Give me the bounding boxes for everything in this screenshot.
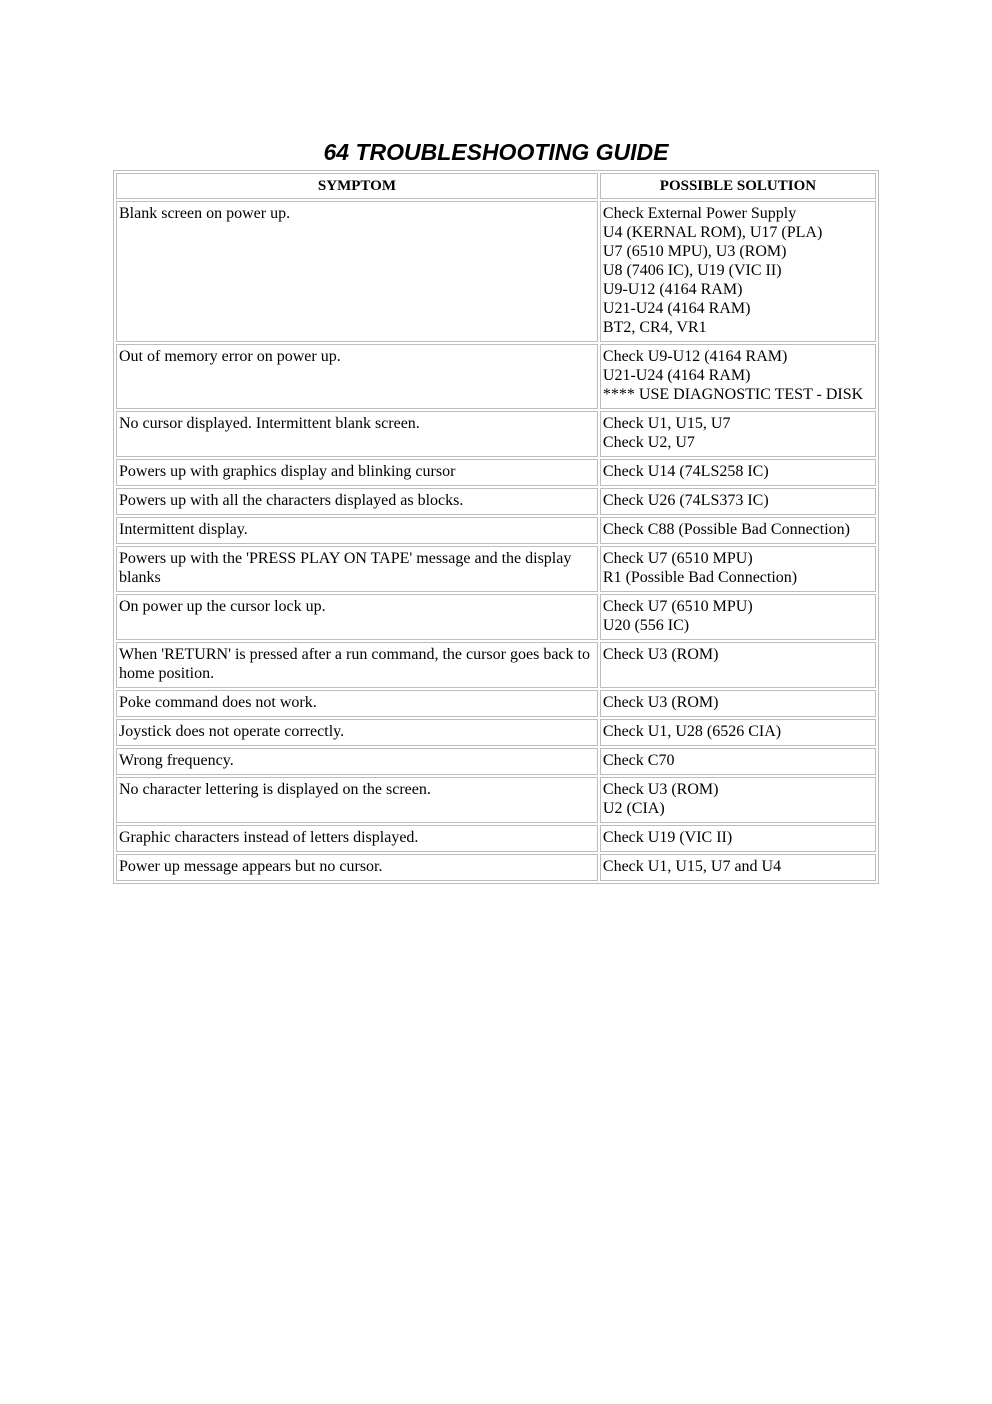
- symptom-cell: Out of memory error on power up.: [116, 344, 598, 409]
- symptom-cell: Wrong frequency.: [116, 748, 598, 775]
- symptom-cell: Powers up with graphics display and blinking cursor: [116, 459, 598, 486]
- solution-line: Check U3 (ROM): [602, 646, 719, 663]
- solution-line: Check U7 (6510 MPU): [602, 550, 753, 567]
- solution-cell: [600, 594, 876, 640]
- table-row: [116, 201, 876, 342]
- symptom-cell: No cursor displayed. Intermittent blank screen.: [116, 411, 598, 457]
- solution-cell: [600, 411, 876, 457]
- solution-cell: [600, 459, 876, 486]
- solution-line: Check U1, U15, U7: [602, 415, 731, 432]
- solution-line: U20 (556 IC): [602, 617, 690, 634]
- symptom-cell: When 'RETURN' is pressed after a run command, the cursor goes back to home position.: [116, 642, 598, 688]
- solution-line: Check U1, U28 (6526 CIA): [602, 723, 782, 740]
- solution-cell: [600, 825, 876, 852]
- solution-line: Check U2, U7: [602, 434, 695, 451]
- table-row: [116, 825, 876, 852]
- solution-line: Check C70: [602, 752, 675, 769]
- symptom-cell: No character lettering is displayed on the screen.: [116, 777, 598, 823]
- solution-cell: [600, 517, 876, 544]
- solution-line: U4 (KERNAL ROM), U17 (PLA): [602, 224, 823, 241]
- solution-cell: [600, 344, 876, 409]
- table-row: [116, 546, 876, 592]
- solution-line: Check U14 (74LS258 IC): [602, 463, 769, 480]
- solution-line: U2 (CIA): [602, 800, 665, 817]
- table-row: [116, 642, 876, 688]
- solution-cell: [600, 854, 876, 881]
- table-header-row: [116, 173, 876, 199]
- solution-line: Check U7 (6510 MPU): [602, 598, 753, 615]
- table-row: [116, 517, 876, 544]
- table-row: [116, 777, 876, 823]
- table-row: [116, 488, 876, 515]
- solution-line: Check U9-U12 (4164 RAM): [602, 348, 788, 365]
- solution-cell: [600, 546, 876, 592]
- solution-line: U9-U12 (4164 RAM): [602, 281, 743, 298]
- solution-line: Check U26 (74LS373 IC): [602, 492, 769, 509]
- table-body: [116, 201, 876, 881]
- page-title: 64 TROUBLESHOOTING GUIDE: [323, 139, 669, 165]
- table-row: [116, 748, 876, 775]
- symptom-cell: Joystick does not operate correctly.: [116, 719, 598, 746]
- solution-cell: [600, 642, 876, 688]
- symptom-cell: Intermittent display.: [116, 517, 598, 544]
- solution-line: U21-U24 (4164 RAM): [602, 300, 751, 317]
- solution-cell: [600, 690, 876, 717]
- solution-line: Check U1, U15, U7 and U4: [602, 858, 782, 875]
- solution-line: BT2, CR4, VR1: [602, 319, 707, 336]
- troubleshooting-table: [113, 170, 879, 884]
- symptom-cell: Power up message appears but no cursor.: [116, 854, 598, 881]
- solution-line: Check External Power Supply: [602, 205, 797, 222]
- solution-line: R1 (Possible Bad Connection): [602, 569, 798, 586]
- symptom-cell: On power up the cursor lock up.: [116, 594, 598, 640]
- solution-line: Check U19 (VIC II): [602, 829, 733, 846]
- table-row: [116, 411, 876, 457]
- solution-cell: [600, 777, 876, 823]
- solution-line: Check C88 (Possible Bad Connection): [602, 521, 850, 538]
- solution-line: U8 (7406 IC), U19 (VIC II): [602, 262, 782, 279]
- solution-column-header: POSSIBLE SOLUTION: [600, 173, 876, 199]
- solution-line: Check U3 (ROM): [602, 694, 719, 711]
- solution-line: U7 (6510 MPU), U3 (ROM): [602, 243, 787, 260]
- solution-cell: [600, 488, 876, 515]
- table-row: [116, 719, 876, 746]
- table-row: [116, 344, 876, 409]
- solution-cell: [600, 748, 876, 775]
- symptom-cell: Poke command does not work.: [116, 690, 598, 717]
- table-row: [116, 854, 876, 881]
- solution-cell: [600, 201, 876, 342]
- table-row: [116, 594, 876, 640]
- solution-cell: [600, 719, 876, 746]
- solution-line: Check U3 (ROM): [602, 781, 719, 798]
- table-row: [116, 459, 876, 486]
- table-row: [116, 690, 876, 717]
- solution-line: **** USE DIAGNOSTIC TEST - DISK: [602, 386, 864, 403]
- symptom-cell: Blank screen on power up.: [116, 201, 598, 342]
- symptom-column-header: SYMPTOM: [116, 173, 598, 199]
- symptom-cell: Powers up with the 'PRESS PLAY ON TAPE' message and the display blanks: [116, 546, 598, 592]
- symptom-cell: Powers up with all the characters displayed as blocks.: [116, 488, 598, 515]
- solution-line: U21-U24 (4164 RAM): [602, 367, 751, 384]
- symptom-cell: Graphic characters instead of letters displayed.: [116, 825, 598, 852]
